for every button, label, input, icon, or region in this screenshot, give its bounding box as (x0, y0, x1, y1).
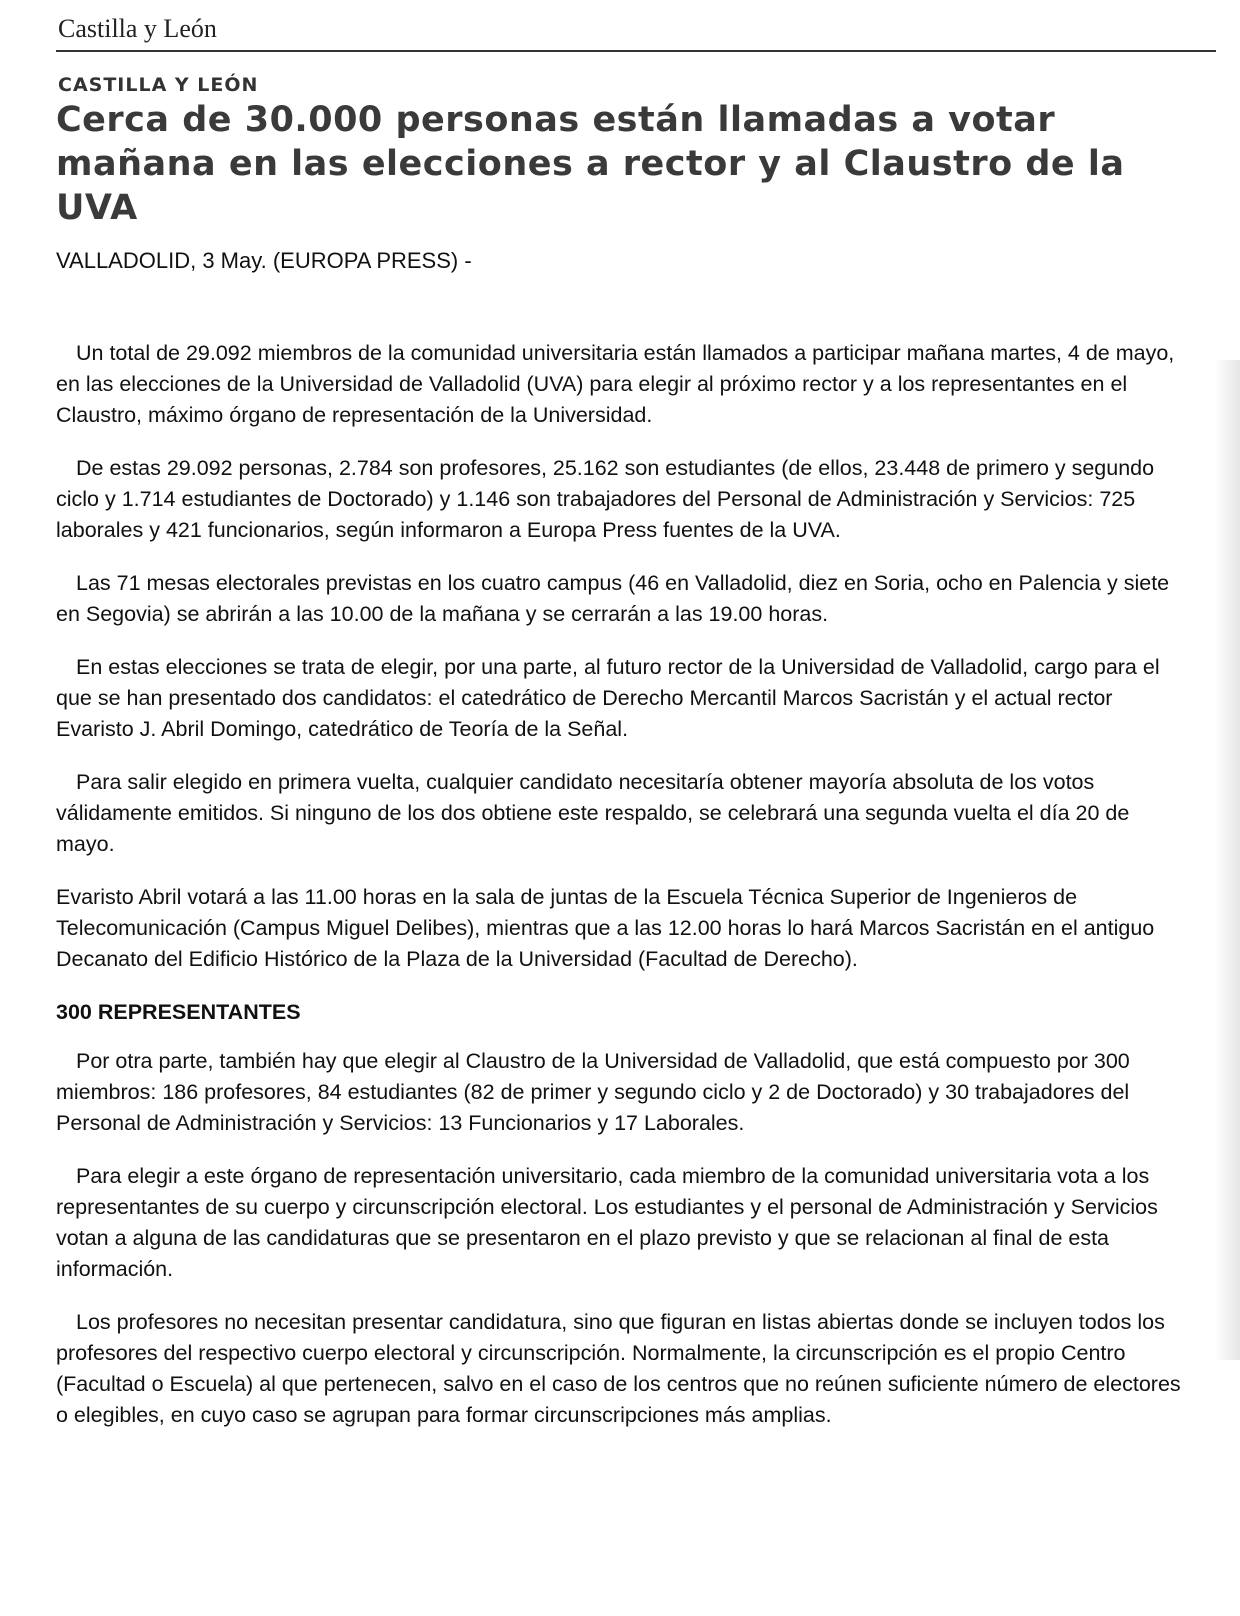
paragraph: Para salir elegido en primera vuelta, cualquier candidato necesitaría obtener mayoría absoluta de los votos válidamente emitidos. Si ninguno de los dos obtiene este respaldo, se celebrará una segunda vuelta el día 20 de mayo. (56, 770, 1130, 856)
paragraph: Evaristo Abril votará a las 11.00 horas en la sala de juntas de la Escuela Técnica Superior de Ingenieros de Telecomunicación (Campus Miguel Delibes), mientras que a las 12.00 horas lo hará Marcos Sacristán en el antiguo Decanato del Edificio Histórico de la Plaza de la Universidad (Facultad de Derecho). (56, 885, 1155, 971)
article-kicker: CASTILLA Y LEÓN (58, 74, 259, 96)
paragraph: Un total de 29.092 miembros de la comunidad universitaria están llamados a participar mañana martes, 4 de mayo, en las elecciones de la Universidad de Valladolid (UVA) para elegir al próximo rector y a los representantes en el Claustro, máximo órgano de representación de la Universidad. (56, 341, 1175, 427)
paragraph: Las 71 mesas electorales previstas en los cuatro campus (46 en Valladolid, diez en Soria, ocho en Palencia y siete en Segovia) se abrirán a las 10.00 de la mañana y se cerrarán a las 19.00 horas. (56, 571, 1170, 626)
section-header: Castilla y León (58, 14, 217, 43)
article-body (56, 338, 1186, 1453)
article-headline: Cerca de 30.000 personas están llamadas a votar mañana en las elecciones a rector y al Claustro de la UVA (56, 100, 1125, 228)
paragraph: Por otra parte, también hay que elegir al Claustro de la Universidad de Valladolid, que está compuesto por 300 miembros: 186 profesores, 84 estudiantes (82 de primer y segundo ciclo y 2 de Doctorado) y 30 trabajadores del Personal de Administración y Servicios: 13 Funcionarios y 17 Laborales. (56, 1049, 1130, 1135)
article-dateline: VALLADOLID, 3 May. (EUROPA PRESS) - (56, 248, 472, 273)
paragraph: De estas 29.092 personas, 2.784 son profesores, 25.162 son estudiantes (de ellos, 23.448 de primero y segundo ciclo y 1.714 estudiantes de Doctorado) y 1.146 son trabajadores del Personal de Administración y Servicios: 725 laborales y 421 funcionarios, según informaron a Europa Press fuentes de la UVA. (56, 456, 1155, 542)
paragraph: Para elegir a este órgano de representación universitario, cada miembro de la comunidad universitaria vota a los representantes de su cuerpo y circunscripción electoral. Los estudiantes y el personal de Administración y Servicios votan a alguna de las candidaturas que se presentaron en el plazo previsto y que se relacionan al final de esta información. (56, 1164, 1158, 1281)
header-divider (56, 50, 1216, 52)
subheading: 300 REPRESENTANTES (56, 1000, 301, 1024)
scan-shadow (1214, 360, 1240, 1360)
paragraph: Los profesores no necesitan presentar candidatura, sino que figuran en listas abiertas donde se incluyen todos los profesores del respectivo cuerpo electoral y circunscripción. Normalmente, la circunscripción es el propio Centro (Facultad o Escuela) al que pertenecen, salvo en el caso de los centros que no reúnen suficiente número de electores o elegibles, en cuyo caso se agrupan para formar circunscripciones más amplias. (56, 1310, 1181, 1427)
paragraph: En estas elecciones se trata de elegir, por una parte, al futuro rector de la Universidad de Valladolid, cargo para el que se han presentado dos candidatos: el catedrático de Derecho Mercantil Marcos Sacristán y el actual rector Evaristo J. Abril Domingo, catedrático de Teoría de la Señal. (56, 655, 1160, 741)
